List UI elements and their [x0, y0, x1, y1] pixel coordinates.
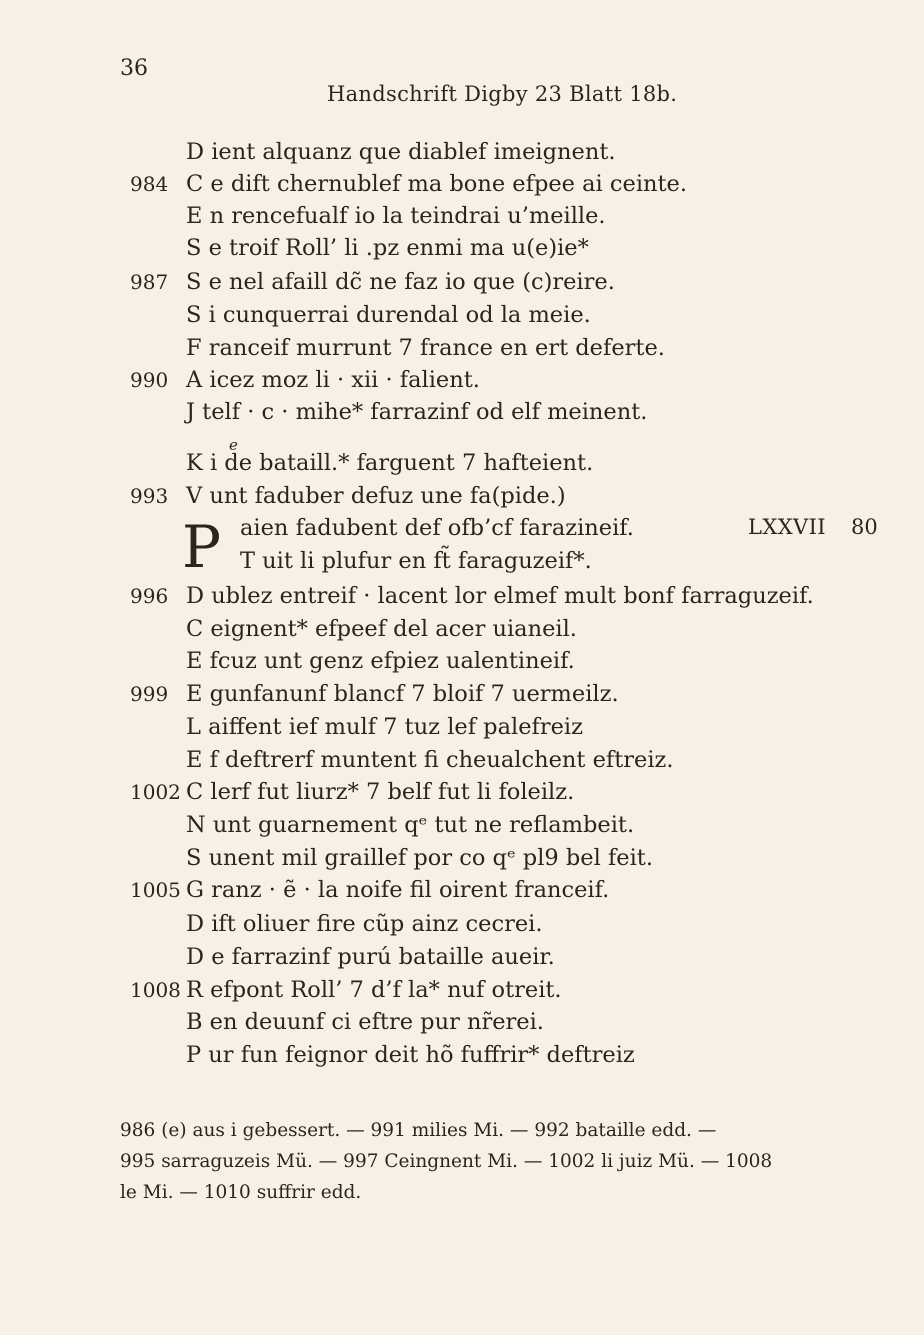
verse-text: V unt faduber defuz une fa(pide.) — [186, 483, 566, 509]
verse-line — [0, 874, 924, 906]
line-number: 1005 — [130, 878, 181, 902]
verse-text: D e farrazinf purú bataille aueir. — [186, 944, 555, 970]
page-number: 36 — [120, 56, 148, 81]
verse-text: R efpont Roll’ 7 d’f la* nuf otreit. — [186, 977, 562, 1003]
line-number: 996 — [130, 584, 169, 608]
verse-line — [0, 168, 924, 200]
verse-line — [0, 200, 924, 232]
verse-line — [0, 136, 924, 168]
line-number: 1002 — [130, 780, 181, 804]
verse-line — [0, 645, 924, 677]
chapter-mark: LXXVII — [748, 515, 827, 539]
verse-line — [0, 299, 924, 331]
verse-line — [0, 613, 924, 645]
verse-line — [0, 332, 924, 364]
verse-text: F ranceif murrunt 7 france en ert deferte. — [186, 335, 665, 361]
footnote-line: 986 (e) aus i gebessert. — 991 milies Mi. — 992 bataille edd. — — [120, 1120, 717, 1141]
side-number: 80 — [851, 515, 878, 539]
line-number: 990 — [130, 368, 169, 392]
verse-line — [0, 809, 924, 841]
verse-line — [0, 776, 924, 808]
verse-text: L aiffent ief mulf 7 tuz lef palefreiz — [186, 714, 583, 740]
verse-text: G ranz · ẽ · la noife fil oirent franceif. — [186, 877, 610, 903]
verse-line — [0, 974, 924, 1006]
verse-text: D ublez entreif · lacent lor elmef mult bonf farraguzeif. — [186, 583, 814, 609]
verse-text: E gunfanunf blancf 7 bloif 7 uermeilz. — [186, 681, 619, 707]
verse-text: D ient alquanz que diablef imeignent. — [186, 139, 616, 165]
verse-text: aien fadubent def ofb’cf farazineif. — [240, 515, 634, 541]
verse-text: E f deftrerf muntent fi cheualchent eftreiz. — [186, 747, 674, 773]
verse-text: S e troif Roll’ li .pz enmi ma u(e)ie* — [186, 235, 589, 261]
line-number: 999 — [130, 682, 169, 706]
footnote-line: le Mi. — 1010 suffrir edd. — [120, 1182, 362, 1203]
verse-line — [0, 447, 924, 479]
verse-text: D ift oliuer fire cũp ainz cecrei. — [186, 911, 543, 937]
verse-text: K i de bataill.* farguent 7 hafteient. — [186, 450, 594, 476]
running-head: Handschrift Digby 23 Blatt 18b. — [327, 82, 678, 106]
footnotes — [120, 1115, 880, 1208]
verse-line — [0, 232, 924, 264]
verse-line — [0, 842, 924, 874]
verse-line — [0, 364, 924, 396]
line-number: 993 — [130, 484, 169, 508]
verse-text: E n rencefualf io la teindrai u’meille. — [186, 203, 606, 229]
superscript-e: e — [229, 436, 238, 454]
verse-line — [0, 396, 924, 428]
verse-line — [0, 711, 924, 743]
verse-line — [0, 266, 924, 298]
verse-line — [0, 941, 924, 973]
verse-text: N unt guarnement qᵉ tut ne reflambeit. — [186, 812, 635, 838]
verse-text: T uit li plufur en ft̃ faraguzeif*. — [240, 548, 592, 574]
verse-text: B en deuunf ci eftre pur nr̃erei. — [186, 1009, 544, 1035]
line-number: 1008 — [130, 978, 181, 1002]
verse-text: S i cunquerrai durendal od la meie. — [186, 302, 591, 328]
verse-text: A icez moz li · xii · falient. — [186, 367, 480, 393]
verse-line — [0, 744, 924, 776]
verse-text: E fcuz unt genz efpiez ualentineif. — [186, 648, 575, 674]
verse-text: J telf · c · mihe* farrazinf od elf meinent. — [186, 399, 648, 425]
verse-line — [0, 908, 924, 940]
footnote-line: 995 sarraguzeis Mü. — 997 Ceingnent Mi. — 1002 li juiz Mü. — 1008 — [120, 1151, 773, 1172]
verse-text: C lerf fut liurz* 7 belf fut li foleilz. — [186, 779, 575, 805]
verse-line — [0, 480, 924, 512]
line-number: 984 — [130, 172, 169, 196]
verse-line — [0, 1039, 924, 1071]
verse-line — [0, 1006, 924, 1038]
verse-line — [0, 580, 924, 612]
verse-text: S e nel afaill dc̃ ne faz io que (c)reire. — [186, 269, 615, 295]
verse-text: C e dift chernublef ma bone efpee ai ceinte. — [186, 171, 688, 197]
line-number: 987 — [130, 270, 169, 294]
initial-letter: P — [182, 513, 222, 581]
verse-text: P ur fun feignor deit hõ fuffrir* deftreiz — [186, 1042, 635, 1068]
verse-text: C eignent* efpeef del acer uianeil. — [186, 616, 577, 642]
verse-line — [0, 545, 924, 577]
verse-text: S unent mil graillef por co qᵉ pl9 bel feit. — [186, 845, 653, 871]
verse-line — [0, 678, 924, 710]
